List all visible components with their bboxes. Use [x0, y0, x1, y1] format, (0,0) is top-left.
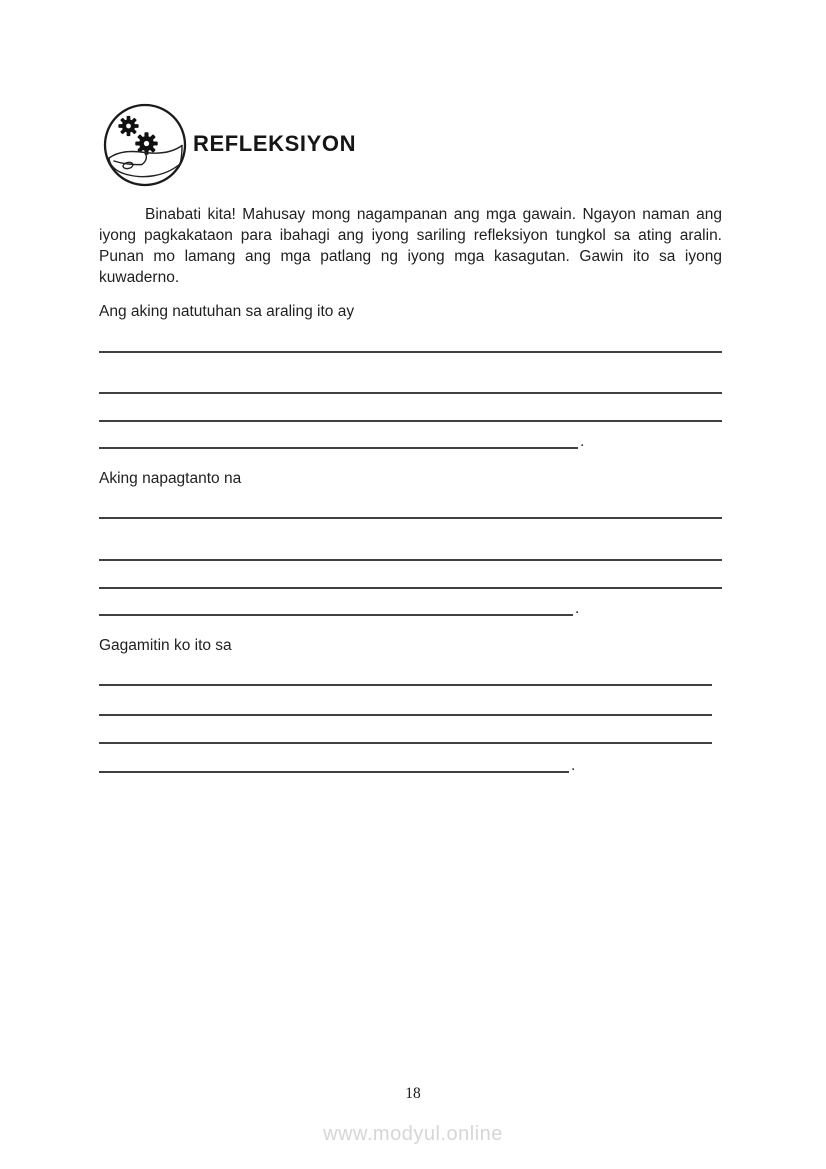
intro-paragraph: Binabati kita! Mahusay mong nagampanan ang mga gawain. Ngayon naman ang iyong pagkakataon para ibahagi ang iyong sariling refleksiyon tungkol sa ating aralin. Punan mo lamang ang mga patlang ng iyong mga kasagutan. Gawin ito sa iyong kuwaderno.: [99, 206, 722, 286]
answer-blank-line: [99, 517, 722, 519]
answer-blank-line: [99, 447, 578, 449]
answer-blank-line: [99, 587, 722, 589]
gears-on-hand-icon: [101, 101, 189, 189]
answer-blank-line: [99, 614, 573, 616]
blank-terminator: .: [575, 600, 580, 617]
page-number: 18: [405, 1085, 421, 1102]
answer-blank-line: [99, 771, 569, 773]
gears-on-hand-icon-svg: [101, 101, 189, 189]
answer-blank-line: [99, 392, 722, 394]
blank-terminator: .: [580, 433, 585, 450]
answer-blank-line: [99, 420, 722, 422]
section-title: REFLEKSIYON: [193, 131, 357, 156]
prompt-label-gagamitin: Gagamitin ko ito sa: [99, 637, 232, 654]
blank-terminator: .: [571, 757, 576, 774]
watermark-text: www.modyul.online: [323, 1123, 503, 1145]
prompt-label-natutuhan: Ang aking natutuhan sa araling ito ay: [99, 303, 355, 320]
answer-blank-line: [99, 742, 712, 744]
prompt-label-napagtanto: Aking napagtanto na: [99, 470, 242, 487]
answer-blank-line: [99, 714, 712, 716]
answer-blank-line: [99, 684, 712, 686]
answer-blank-line: [99, 559, 722, 561]
answer-blank-line: [99, 351, 722, 353]
